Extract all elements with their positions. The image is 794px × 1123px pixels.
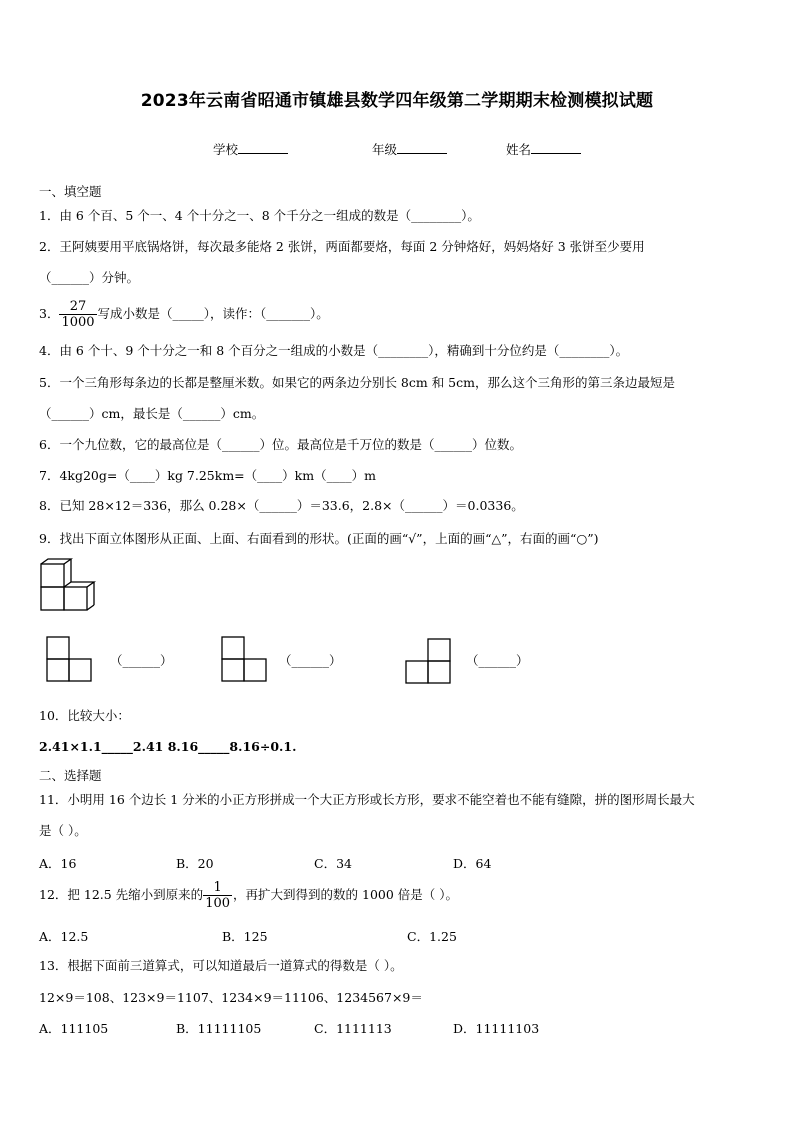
question-7: 7．4kg20g=（____）kg 7.25km=（____）km（____）m: [39, 468, 376, 483]
q12-denominator: 100: [205, 896, 231, 911]
question-10-items: 2.41×1.1_____2.41 8.16_____8.16÷0.1.: [39, 739, 297, 754]
q12-option-b[interactable]: B．125: [222, 929, 268, 944]
view-3-answer-blank[interactable]: （______）: [466, 653, 529, 668]
q12-prefix: 12．把 12.5 先缩小到原来的: [39, 887, 204, 902]
grade-field[interactable]: [372, 140, 447, 158]
q12-numerator: 1: [203, 880, 232, 896]
question-5-line1: 5．一个三角形每条边的长都是整厘米数。如果它的两条边分别长 8cm 和 5cm，那么这个三角形的第三条边最短是: [39, 375, 675, 390]
view-1-answer-blank[interactable]: （______）: [110, 653, 173, 668]
view-shape-2: [221, 636, 267, 682]
q13-option-b[interactable]: B．11111105: [176, 1021, 262, 1036]
name-field[interactable]: [506, 140, 581, 158]
question-8: 8．已知 28×12＝336，那么 0.28×（______）＝33.6，2.8×（______）＝0.0336。: [39, 498, 524, 513]
school-label: 学校: [213, 142, 239, 157]
q3-prefix: 3．: [39, 306, 60, 321]
q12-rest: ，再扩大到得到的数的 1000 倍是（ ）。: [233, 887, 458, 902]
q3-denominator: 1000: [61, 315, 95, 330]
school-field[interactable]: [213, 140, 288, 158]
q11-option-c[interactable]: C．34: [314, 856, 352, 871]
section-multiple-choice: 二、选择题: [39, 768, 102, 783]
q12-fraction: [203, 880, 232, 911]
question-9: 9．找出下面立体图形从正面、上面、右面看到的形状。(正面的画“√”，上面的画“△”，右面的画“○”): [39, 531, 599, 546]
section-fill-blank: 一、填空题: [39, 184, 102, 199]
question-3: [39, 299, 329, 330]
q3-numerator: 27: [59, 299, 96, 315]
grade-label: 年级: [372, 142, 398, 157]
question-2-line1: 2．王阿姨要用平底锅烙饼，每次最多能烙 2 张饼，两面都要烙，每面 2 分钟烙好，妈妈烙好 3 张饼至少要用: [39, 239, 645, 254]
question-13-equations: 12×9＝108、123×9＝1107、1234×9＝11106、1234567×9＝: [39, 990, 423, 1005]
question-1: 1．由 6 个百、5 个一、4 个十分之一、8 个千分之一组成的数是（________）。: [39, 208, 480, 223]
q3-fraction: [59, 299, 96, 330]
name-label: 姓名: [506, 142, 532, 157]
q13-option-d[interactable]: D．11111103: [453, 1021, 540, 1036]
q11-option-b[interactable]: B．20: [176, 856, 214, 871]
question-4: 4．由 6 个十、9 个十分之一和 8 个百分之一组成的小数是（________），精确到十分位约是（________）。: [39, 343, 629, 358]
q11-option-a[interactable]: A．16: [39, 856, 77, 871]
q13-option-c[interactable]: C．1111113: [314, 1021, 392, 1036]
question-10: 10．比较大小：: [39, 708, 130, 723]
question-2-line2: （______）分钟。: [39, 270, 140, 285]
question-11-line1: 11．小明用 16 个边长 1 分米的小正方形拼成一个大正方形或长方形，要求不能空着也不能有缝隙，拼的图形周长最大: [39, 792, 695, 807]
solid-figure-diagram: [40, 558, 102, 612]
question-5-line2: （______）cm，最长是（______）cm。: [39, 406, 265, 421]
question-12: [39, 880, 458, 911]
q11-option-d[interactable]: D．64: [453, 856, 492, 871]
question-11-line2: 是（ ）。: [39, 823, 87, 838]
view-shape-3: [405, 638, 451, 684]
q12-option-a[interactable]: A．12.5: [39, 929, 89, 944]
q12-option-c[interactable]: C．1.25: [407, 929, 457, 944]
question-13: 13．根据下面前三道算式，可以知道最后一道算式的得数是（ ）。: [39, 958, 403, 973]
view-shape-1: [46, 636, 92, 682]
question-6: 6．一个九位数，它的最高位是（______）位。最高位是千万位的数是（______）位数。: [39, 437, 522, 452]
view-2-answer-blank[interactable]: （______）: [279, 653, 342, 668]
q3-rest: 写成小数是（_____），读作：（_______）。: [97, 306, 329, 321]
page-title: 2023年云南省昭通市镇雄县数学四年级第二学期期末检测模拟试题: [140, 91, 654, 111]
q13-option-a[interactable]: A．111105: [39, 1021, 109, 1036]
